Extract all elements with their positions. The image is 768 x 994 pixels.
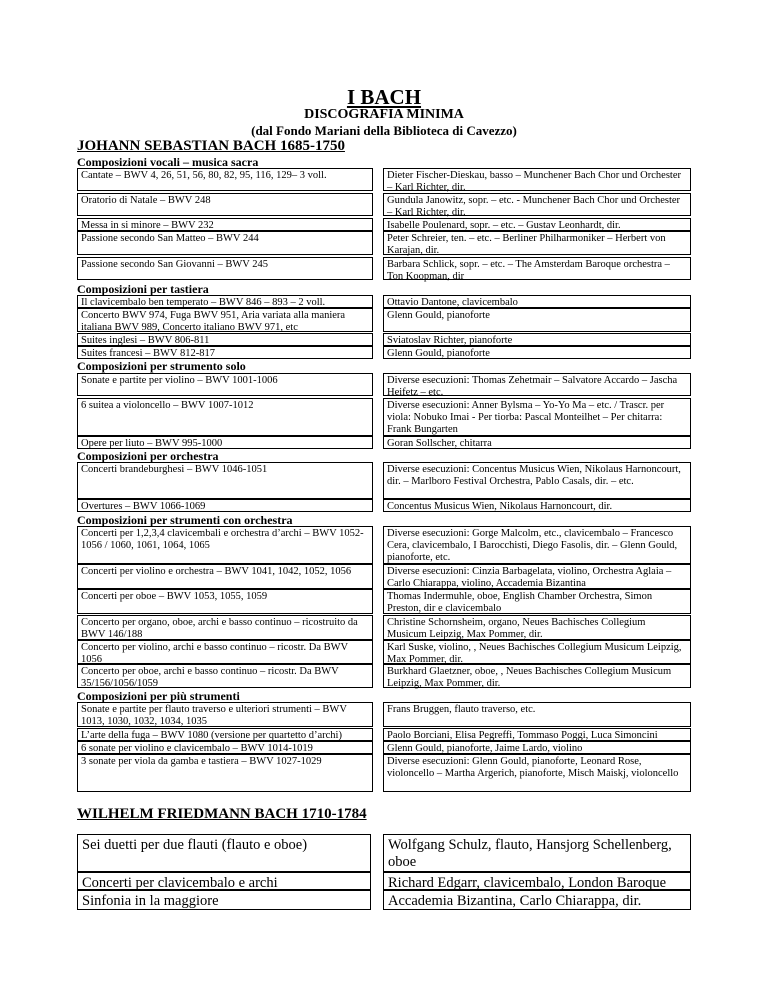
work-cell: Sinfonia in la maggiore	[77, 890, 371, 910]
performers-cell: Thomas Indermuhle, oboe, English Chamber Orchestra, Simon Preston, dir e clavicembalo	[383, 589, 691, 614]
work-cell: Messa in si minore – BWV 232	[77, 218, 373, 231]
work-cell: Concerto per violino, archi e basso continuo – ricostr. Da BWV 1056	[77, 640, 373, 664]
performers-cell: Gundula Janowitz, sopr. – etc. - Munchener Bach Chor und Orchester – Karl Richter, dir.	[383, 193, 691, 216]
performers-cell: Concentus Musicus Wien, Nikolaus Harnoncourt, dir.	[383, 499, 691, 512]
work-cell: Sei duetti per due flauti (flauto e oboe)	[77, 834, 371, 872]
performers-cell: Paolo Borciani, Elisa Pegreffi, Tommaso Poggi, Luca Simoncini	[383, 728, 691, 741]
performers-cell: Frans Bruggen, flauto traverso, etc.	[383, 702, 691, 727]
work-cell: Suites francesi – BWV 812-817	[77, 346, 373, 359]
work-cell: Overtures – BWV 1066-1069	[77, 499, 373, 512]
performers-cell: Glenn Gould, pianoforte, Jaime Lardo, violino	[383, 741, 691, 754]
work-cell: Sonate e partite per violino – BWV 1001-1006	[77, 373, 373, 396]
section-title: Composizioni vocali – musica sacra	[77, 155, 259, 169]
page-title: I BACH	[346, 85, 422, 109]
work-cell: Cantate – BWV 4, 26, 51, 56, 80, 82, 95, 116, 129– 3 voll.	[77, 168, 373, 191]
performers-cell: Isabelle Poulenard, sopr. – etc. – Gustav Leonhardt, dir.	[383, 218, 691, 231]
performers-cell: Dieter Fischer-Dieskau, basso – Munchener Bach Chor und Orchester – Karl Richter, dir.	[383, 168, 691, 191]
work-cell: Concerti brandeburghesi – BWV 1046-1051	[77, 462, 373, 499]
work-cell: Passione secondo San Giovanni – BWV 245	[77, 257, 373, 280]
performers-cell: Sviatoslav Richter, pianoforte	[383, 333, 691, 346]
performers-cell: Peter Schreier, ten. – etc. – Berliner Philharmoniker – Herbert von Karajan, dir.	[383, 231, 691, 255]
work-cell: Opere per liuto – BWV 995-1000	[77, 436, 373, 449]
page-subtitle: DISCOGRAFIA MINIMA	[304, 107, 464, 122]
composer-heading-wf-bach: WILHELM FRIEDMANN BACH 1710-1784	[77, 806, 367, 822]
performers-cell: Diverse esecuzioni: Thomas Zehetmair – Salvatore Accardo – Jascha Heifetz – etc.	[383, 373, 691, 396]
performers-cell: Goran Sollscher, chitarra	[383, 436, 691, 449]
page-source: (dal Fondo Mariani della Biblioteca di Cavezzo)	[251, 123, 517, 138]
performers-cell: Glenn Gould, pianoforte	[383, 308, 691, 332]
work-cell: Concerti per oboe – BWV 1053, 1055, 1059	[77, 589, 373, 614]
work-cell: Concerto per organo, oboe, archi e basso continuo – ricostruito da BWV 146/188	[77, 615, 373, 640]
performers-cell: Diverse esecuzioni: Concentus Musicus Wien, Nikolaus Harnoncourt, dir. – Marlboro Festival Orchestra, Pablo Casals, dir. – etc.	[383, 462, 691, 499]
performers-cell: Wolfgang Schulz, flauto, Hansjorg Schellenberg, oboe	[383, 834, 691, 872]
work-cell: L’arte della fuga – BWV 1080 (versione per quartetto d’archi)	[77, 728, 373, 741]
work-cell: Concerti per violino e orchestra – BWV 1041, 1042, 1052, 1056	[77, 564, 373, 589]
section-title: Composizioni per orchestra	[77, 449, 219, 463]
composer-heading-js-bach: JOHANN SEBASTIAN BACH 1685-1750	[77, 138, 345, 154]
section-title: Composizioni per più strumenti	[77, 689, 240, 703]
performers-cell: Glenn Gould, pianoforte	[383, 346, 691, 359]
performers-cell: Accademia Bizantina, Carlo Chiarappa, dir.	[383, 890, 691, 910]
section-title: Composizioni per strumento solo	[77, 359, 246, 373]
work-cell: Sonate e partite per flauto traverso e ulteriori strumenti – BWV 1013, 1030, 1032, 1034, 1035	[77, 702, 373, 727]
work-cell: 6 suitea a violoncello – BWV 1007-1012	[77, 398, 373, 436]
work-cell: Oratorio di Natale – BWV 248	[77, 193, 373, 216]
work-cell: Concerti per clavicembalo e archi	[77, 872, 371, 890]
work-cell: Suites inglesi – BWV 806-811	[77, 333, 373, 346]
work-cell: Concerti per 1,2,3,4 clavicembali e orchestra d’archi – BWV 1052-1056 / 1060, 1061, 1064, 1065	[77, 526, 373, 564]
performers-cell: Karl Suske, violino, , Neues Bachisches Collegium Musicum Leipzig, Max Pommer, dir.	[383, 640, 691, 664]
work-cell: Passione secondo San Matteo – BWV 244	[77, 231, 373, 255]
work-cell: Il clavicembalo ben temperato – BWV 846 – 893 – 2 voll.	[77, 295, 373, 308]
performers-cell: Diverse esecuzioni: Cinzia Barbagelata, violino, Orchestra Aglaia – Carlo Chiarappa, violino, Accademia Bizantina	[383, 564, 691, 589]
performers-cell: Richard Edgarr, clavicembalo, London Baroque	[383, 872, 691, 890]
work-cell: Concerto BWV 974, Fuga BWV 951, Aria variata alla maniera italiana BWV 989, Concerto italiano BWV 971, etc	[77, 308, 373, 332]
work-cell: Concerto per oboe, archi e basso continuo – ricostr. Da BWV 35/156/1056/1059	[77, 664, 373, 688]
section-title: Composizioni per tastiera	[77, 282, 209, 296]
performers-cell: Diverse esecuzioni: Gorge Malcolm, etc., clavicembalo – Francesco Cera, clavicembalo, I Barocchisti, Diego Fasolis, dir. – Glenn Gould, pianoforte, etc.	[383, 526, 691, 564]
work-cell: 3 sonate per viola da gamba e tastiera – BWV 1027-1029	[77, 754, 373, 792]
performers-cell: Diverse esecuzioni: Glenn Gould, pianoforte, Leonard Rose, violoncello – Martha Argerich, pianoforte, Misch Maiskj, violoncello	[383, 754, 691, 792]
performers-cell: Ottavio Dantone, clavicembalo	[383, 295, 691, 308]
section-title: Composizioni per strumenti con orchestra	[77, 513, 293, 527]
performers-cell: Christine Schornsheim, organo, Neues Bachisches Collegium Musicum Leipzig, Max Pommer, dir.	[383, 615, 691, 640]
performers-cell: Barbara Schlick, sopr. – etc. – The Amsterdam Baroque orchestra – Ton Koopman, dir	[383, 257, 691, 280]
performers-cell: Burkhard Glaetzner, oboe, , Neues Bachisches Collegium Musicum Leipzig, Max Pommer, dir.	[383, 664, 691, 688]
work-cell: 6 sonate per violino e clavicembalo – BWV 1014-1019	[77, 741, 373, 754]
performers-cell: Diverse esecuzioni: Anner Bylsma – Yo-Yo Ma – etc. / Trascr. per viola: Nobuko Imai - Per tiorba: Pascal Monteilhet – Per chitarra: Frank Bungarten	[383, 398, 691, 436]
